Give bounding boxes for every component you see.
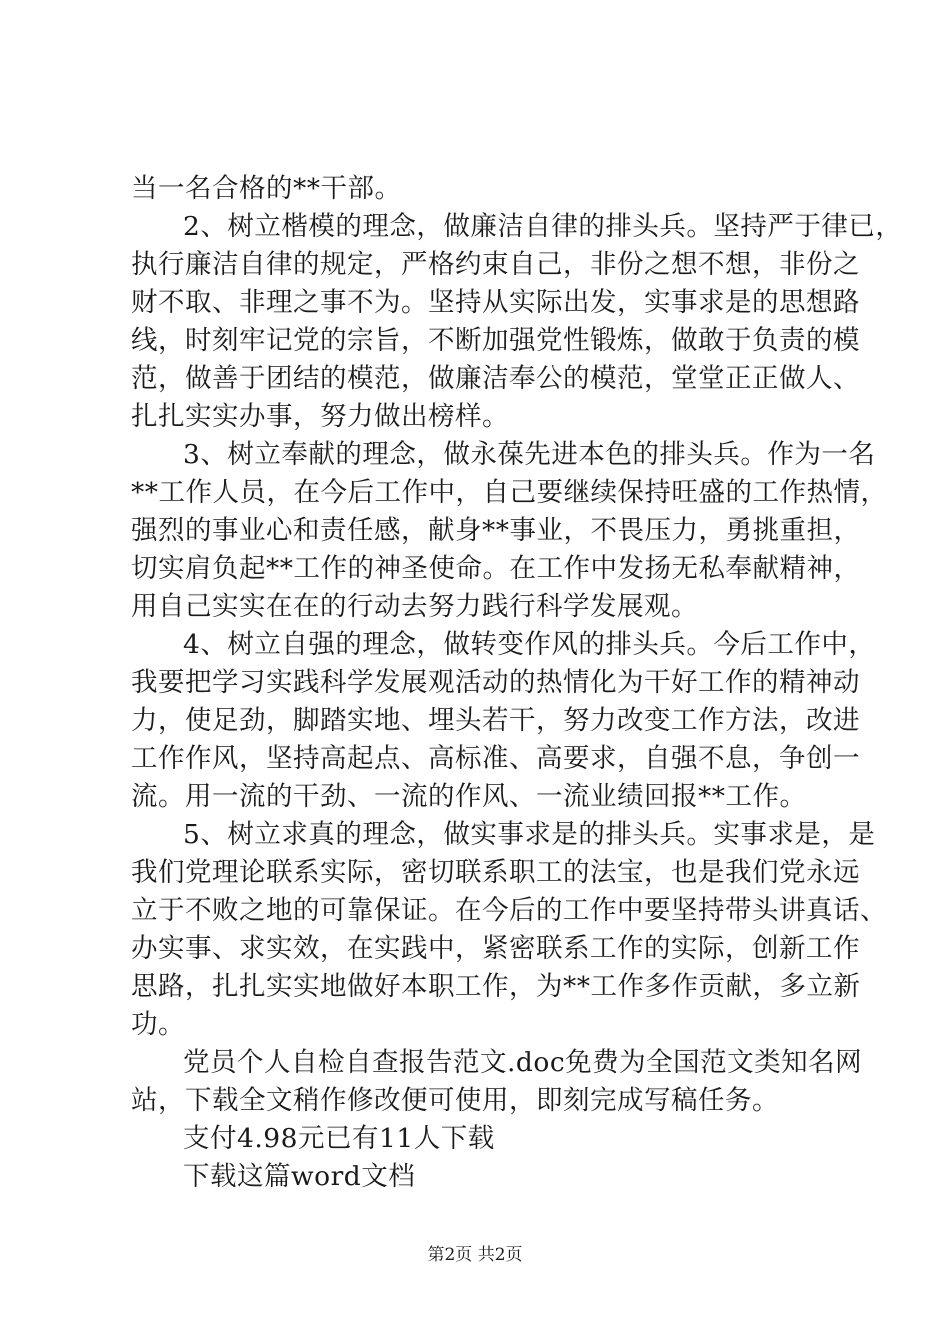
paragraph-line: 办实事、求实效，在实践中，紧密联系工作的实际，创新工作 bbox=[131, 933, 860, 964]
paragraph-line: 我们党理论联系实际，密切联系职工的法宝，也是我们党永远 bbox=[131, 857, 860, 888]
paragraph-line: 执行廉洁自律的规定，严格约束自己，非份之想不想，非份之 bbox=[131, 249, 860, 280]
paragraph-line: 用自己实实在在的行动去努力践行科学发展观。 bbox=[131, 591, 698, 622]
document-body bbox=[131, 170, 903, 1196]
paragraph-line: 5、树立求真的理念，做实事求是的排头兵。实事求是，是 bbox=[183, 819, 876, 850]
paragraph-line: 财不取、非理之事不为。坚持从实际出发，实事求是的思想路 bbox=[131, 287, 860, 318]
paragraph-line: 我要把学习实践科学发展观活动的热情化为干好工作的精神动 bbox=[131, 667, 860, 698]
paragraph-line: 3、树立奉献的理念，做永葆先进本色的排头兵。作为一名 bbox=[183, 439, 876, 470]
paragraph-line: 范，做善于团结的模范，做廉洁奉公的模范，堂堂正正做人、 bbox=[131, 363, 860, 394]
paragraph-line: 扎扎实实办事，努力做出榜样。 bbox=[131, 401, 509, 432]
paragraph-line: 2、树立楷模的理念，做廉洁自律的排头兵。坚持严于律已， bbox=[183, 211, 903, 242]
paragraph-line: 4、树立自强的理念，做转变作风的排头兵。今后工作中， bbox=[183, 629, 876, 660]
paragraph-line: 力，使足劲，脚踏实地、埋头若干，努力改变工作方法，改进 bbox=[131, 705, 860, 736]
paragraph-line: 立于不败之地的可靠保证。在今后的工作中要坚持带头讲真话、 bbox=[131, 895, 887, 926]
paragraph-line: 思路，扎扎实实地做好本职工作，为**工作多作贡献，多立新 bbox=[131, 971, 861, 1002]
paragraph-line: 强烈的事业心和责任感，献身**事业，不畏压力，勇挑重担， bbox=[131, 515, 861, 546]
paragraph-line: **工作人员，在今后工作中，自己要继续保持旺盛的工作热情， bbox=[131, 477, 888, 508]
download-info: 支付4.98元已有11人下载 bbox=[183, 1123, 495, 1154]
paragraph-line: 党员个人自检自查报告范文.doc免费为全国范文类知名网 bbox=[183, 1047, 863, 1078]
paragraph-line: 工作作风，坚持高起点、高标准、高要求，自强不息，争创一 bbox=[131, 743, 860, 774]
paragraph-line: 切实肩负起**工作的神圣使命。在工作中发扬无私奉献精神， bbox=[131, 553, 861, 584]
page-number-footer: 第2页 共2页 bbox=[427, 1245, 523, 1265]
paragraph-line: 站，下载全文稍作修改便可使用，即刻完成写稿任务。 bbox=[131, 1085, 779, 1116]
paragraph-line: 当一名合格的**干部。 bbox=[131, 173, 402, 204]
paragraph-line: 功。 bbox=[131, 1009, 185, 1040]
paragraph-line: 流。用一流的干劲、一流的作风、一流业绩回报**工作。 bbox=[131, 781, 807, 812]
download-word-link[interactable]: 下载这篇word文档 bbox=[183, 1161, 416, 1192]
paragraph-line: 线，时刻牢记党的宗旨，不断加强党性锻炼，做敢于负责的模 bbox=[131, 325, 860, 356]
